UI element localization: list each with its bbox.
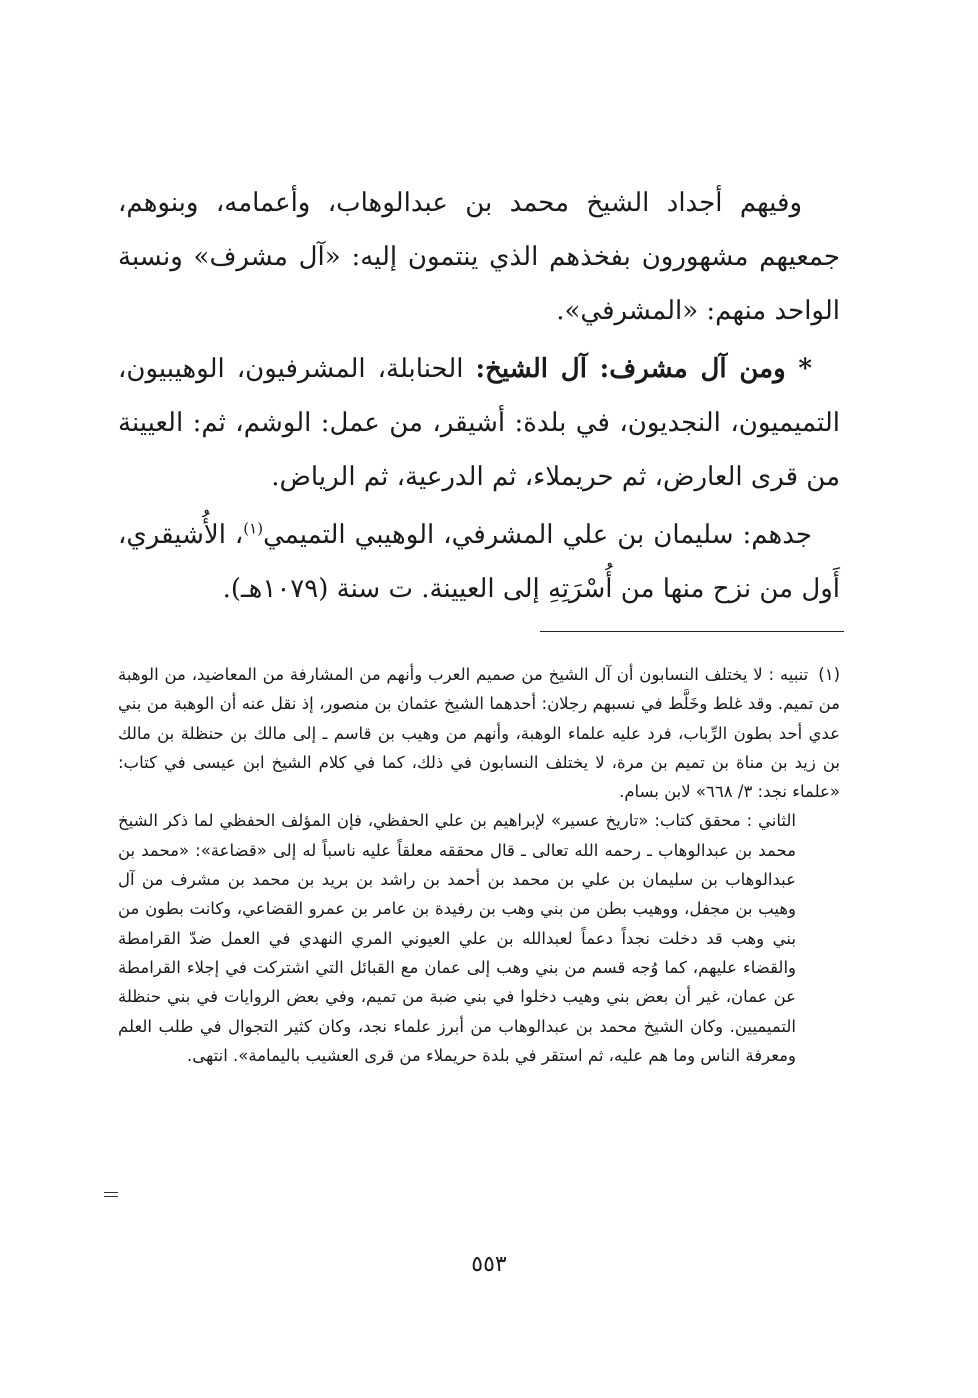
paragraph-3 bbox=[118, 508, 840, 616]
footnote-1 bbox=[118, 660, 840, 806]
paragraph-2 bbox=[118, 342, 840, 504]
paragraph-2-body: الحنابلة، المشرفيون، الوهيبيون، التميميون، النجديون، في بلدة: أشيقر، من عمل: الوشم، ثم: العيينة من قرى العارض، ثم حريملاء، ثم الدرعية، ثم الرياض. bbox=[118, 354, 840, 492]
main-text-block bbox=[118, 176, 840, 620]
footnote-1-text: تنبيه : لا يختلف النسابون أن آل الشيخ من صميم العرب وأنهم من المشارفة من المعاضيد، من الوهبة من تميم. وقد غلط وخَلَّط في نسبهم رجلان: أحدهما الشيخ عثمان بن منصور، إذ نقل عنه أن الوهبة من بني عدي أحد بطون الرِّباب، فرد عليه علماء الوهبة، وأنهم من وهيب بن قاسم ـ إلى مالك بن حنظلة بن مالك بن زيد بن مناة بن تميم بن مرة، لا يختلف النسابون في ذلك، كما في كلام الشيخ ابن عيسى في كتاب: «علماء نجد: ٣/ ٦٦٨» لابن بسام. bbox=[118, 665, 840, 802]
footnote-number: (١) bbox=[818, 665, 840, 684]
footnote-1-second-note: الثاني : محقق كتاب: «تاريخ عسير» لإبراهيم بن علي الحفظي، فإن المؤلف الحفظي لما ذكر الشيخ محمد بن عبدالوهاب ـ رحمه الله تعالى ـ قال محققه معلقاً عليه ناسباً له إلى «قضاعة»: «محمد بن عبدالوهاب بن سليمان بن علي بن محمد بن أحمد بن راشد بن بريد بن محمد بن مشرف من آل وهيب بن مجفل، ووهيب بطن من بني وهب بن رفيدة بن عامر بن عمرو القضاعي، وكانت بطون من بني وهب قد دخلت نجداً دعماً لعبدالله بن علي العيوني المري النهدي في العمل ضدّ القرامطة والقضاء عليهم، كما وُجه قسم من بني وهب إلى عمان مع القبائل التي اشتركت في إجلاء القرامطة عن عمان، غير أن بعض بني وهيب دخلوا في بني ضبة من تميم، وفي بعض الروايات في بني حنظلة التميميين. وكان الشيخ محمد بن عبدالوهاب من أبرز علماء نجد، وكان كثير التجوال في طلب العلم ومعرفة الناس وما هم عليه، ثم استقر في بلدة حريملاء من قرى العشيب باليمامة». انتهى. bbox=[118, 811, 796, 1065]
paragraph-3-part-2: ، الأُشيقري، أَول من نزح منها من أُسْرَتِهِ إلى العيينة. ت سنة (١٠٧٩هـ). bbox=[118, 520, 840, 604]
paragraph-1: وفيهم أجداد الشيخ محمد بن عبدالوهاب، وأعمامه، وبنوهم، جمعيهم مشهورون بفخذهم الذي ينتمون إليه: «آل مشرف» ونسبة الواحد منهم: «المشرفي». bbox=[118, 188, 840, 326]
footnote-divider bbox=[540, 631, 844, 632]
page-number: ٥٥٣ bbox=[471, 1252, 507, 1277]
footnotes-block bbox=[118, 660, 840, 1070]
footnote-reference[interactable]: (١) bbox=[243, 519, 264, 538]
paragraph-2-heading: * ومن آل مشرف: آل الشيخ: bbox=[475, 354, 812, 384]
paragraph-3-part-1: جدهم: سليمان بن علي المشرفي، الوهيبي التميمي bbox=[263, 520, 812, 550]
margin-mark bbox=[104, 1192, 118, 1202]
